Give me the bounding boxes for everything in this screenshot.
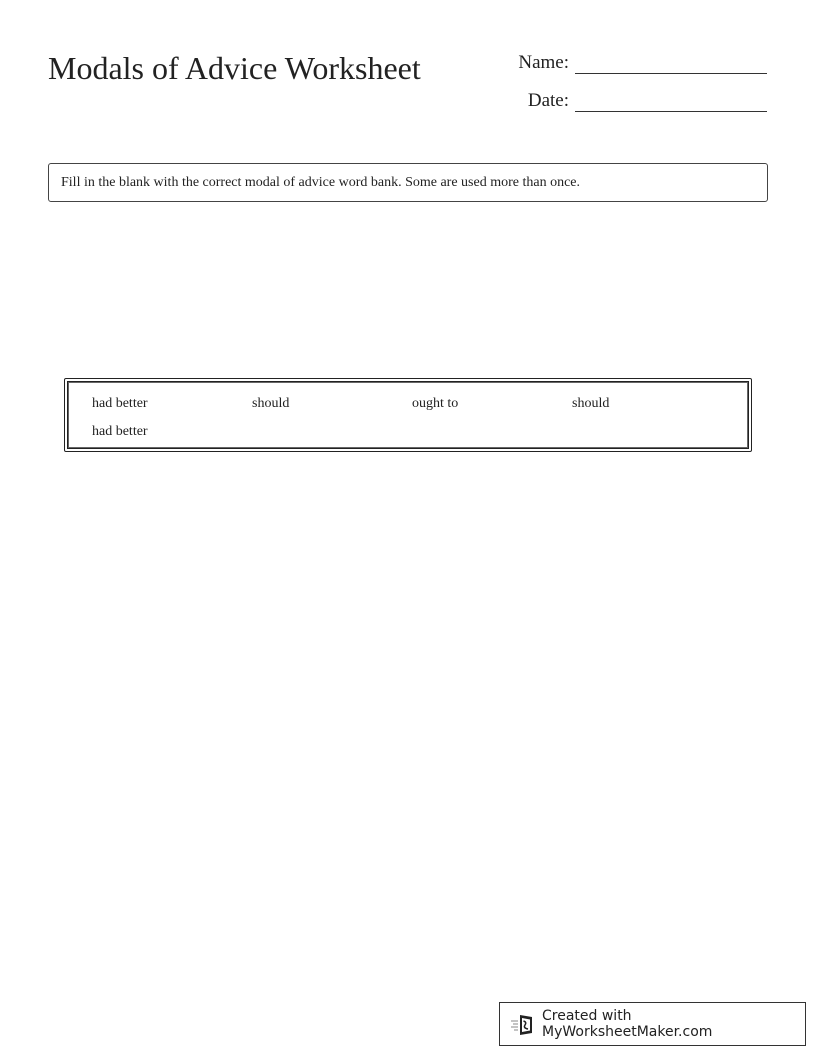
word-bank-item: should (252, 396, 290, 411)
word-bank (64, 378, 752, 452)
worksheet-title: Modals of Advice Worksheet (48, 50, 421, 86)
word-bank-item: ought to (412, 396, 459, 411)
date-field (528, 90, 767, 112)
word-bank-item: had better (92, 396, 148, 411)
word-bank-item: should (572, 396, 610, 411)
date-label: Date: (527, 90, 569, 111)
worksheet-maker-logo-icon (510, 1012, 536, 1036)
name-blank-line (575, 52, 767, 74)
created-with-badge[interactable] (499, 1002, 806, 1046)
word-bank-grid (92, 394, 748, 441)
instructions-box (48, 163, 768, 202)
instructions-text: Fill in the blank with the correct modal of advice word bank. Some are used more than once. (61, 175, 581, 190)
created-with-text[interactable]: Created with MyWorksheetMaker.com (542, 1008, 713, 1040)
date-blank-line (575, 90, 767, 112)
name-label: Name: (518, 52, 569, 73)
name-field (518, 52, 767, 74)
word-bank-item: had better (92, 424, 148, 439)
